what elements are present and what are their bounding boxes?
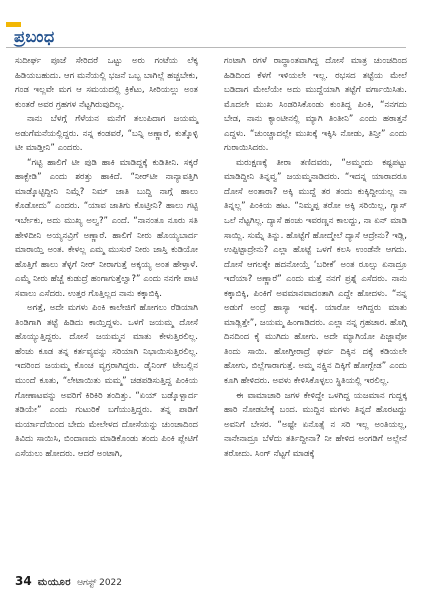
magazine-name: ಮಯೂರ xyxy=(37,577,72,588)
paragraph: ಈ ವಾಮಾಚಾರಿ ಜಗಳ ಕೇಳಿದ್ದೇ ಒಳಗಿದ್ದ ಯಜಮಾನ ಗುದ್ದಕ್ಕ ಹಾರಿ ನೋಡಬೇಕ್ಕೆ ಬಂದ. ಮುದ್ದಿನ ಮಗಳು ತಿನ್ನದೆ ಹೊರಟದ್ದು ಅವನಿಗೆ ಬೇಸರ. “ಅಷ್ಟೇ ಏನೊತ್ಸೆ ನ ಸರಿ ಇಲ್ಲ ಅಂತಿಯಲ್ಲ, ನಾನೇನಾದ್ರೂ ಬೆಳೆದು ತರ್ತಿದ್ದೀನಾ? ನೀ ಹೇಳಿದ ಅಂಗಡಿಗೆ ಅಲ್ಲೇನೆ ತರೋದು. ಸಿಂಗ್ ನೆಟ್ಟಗೆ ಮಾಡಕ್ಕೆ xyxy=(224,390,407,459)
paragraph: ನಾನು ಬೆಳಗ್ಗೆ ಗೆಳೆಯನ ಮನೆಗೆ ತಲುಪಿದಾಗ ಜಯಮ್ಮ ಅಡುಗೆಮನೆಯಲ್ಲಿದ್ದರು. ನನ್ನ ಕಂಡವರೆ, “ಬನ್ನಿ ಅಣ್ಣಾರೆ, ಕುತ್ಕೊಳ್ಳಿ ಟೀ ಮಾಡ್ತೀನಿ” ಎಂದರು. xyxy=(15,114,198,154)
page-footer xyxy=(15,574,122,590)
left-column xyxy=(15,54,198,461)
issue-date: ಆಗಸ್ಟ್ 2022 xyxy=(77,578,123,588)
header-divider xyxy=(6,47,406,48)
paragraph: ಸುದೀರ್ಘ ಪೂಜೆ ಸೇರಿದರೆ ಒಟ್ಟು ಅರು ಗಂಟೆಯ ಲೆಕ್ಕ ಹಿಡಿಯಬಹುದು. ಆಗ ಮನೆಯಲ್ಲಿ ಭಜನೆ ಒಬ್ಬ ಬಾಗಿಲ್ಲೆ ಹಚ್ಚಬೇಕು, ಗಂಡ ಇಲ್ಲವೇ ಮಗ ಆ ಸಮಯದಲ್ಲಿ ಕ್ರಿಕೆಟು, ಸೀರಿಯಲ್ಲು ಅಂತ ಕುಂತರೆ ಅವರ ಗ್ರಹಗಳ ನೆಟ್ಟಗಿರುವುದಿಲ್ಲ. xyxy=(15,56,198,110)
section-title: ಪ್ರಬಂಧ xyxy=(14,27,55,46)
paragraph: ಅಗತ್ತೆ, ಅದೇ ಮಗಳು ಪಿಂಕಿ ಕಾಲೇಜಿಗೆ ಹೋಗಲು ರೆಡಿಯಾಗಿ ತಿಂಡಿಗಾಗಿ ತಟ್ಟೆ ಹಿಡಿದು ಕಾಯ್ತಿದ್ದಳು. ಒಳಗೆ ಜಯಮ್ಮ ದೋಸೆ ಹೊಯ್ಯುತ್ತಿದ್ದರು. ದೋಸೆ ಜಯಮ್ಮನ ಮಾತು ಕೇಳುತ್ತಿರಲಿಲ್ಲ. ಹೆಂಚು ಕೂಡ ತನ್ನ ಕರ್ತವ್ಯವನ್ನು ಸರಿಯಾಗಿ ನಿಭಾಯಿಸುತ್ತಿರಲಿಲ್ಲ. ಇದರಿಂದ ಜಯಮ್ಮ ಕೊಂಚ ವ್ಯಗ್ರರಾಗಿದ್ದರು. ಡೈನಿಂಗ್ ಟೇಬಲ್ಲಿನ ಮುಂದೆ ಕೂತು, “ಲೇಟಾಯಿತು ಮಮ್ಮ” ಚಡಪಡಿಸುತ್ತಿದ್ದ ಪಿಂಕಿಯ ಗೋಣಾಟವನ್ನು ಅವರಿಗೆ ಕಿರಿಕಿರಿ ತಂದಿತ್ತು. “ಏಯ್ ಬಡ್ಕೊಳ್ಬಾರ್ದ ತಡಿಯೇ” ಎಂದು ಗುಟುರಿಕೆ ಬಗೆಯುತ್ತಿದ್ದರು. ತನ್ನ ಪಾಡಿಗೆ ಮರ್ಯಾದೆಯಿಂದ ಬೇದು ಮೇಲೇಳದ ದೋಸೆಯನ್ನು ಚುಂಚಾದಿಂದ ತಿವಿದು ಸಾಯಿಸಿ, ಬಿಂದಾಣದು ಮಾಡಿಕೊಂಡು ತಂದು ಪಿಂಕಿ ಪ್ಲೇಟಿಗೆ ಎಸೆಯಲು ಹೋದರು. ಆದರೆ ಅಂಟಾಗಿ, xyxy=(15,303,198,459)
paragraph: ಗಂಟಾಗಿ ರಗಳೆ ರಾದ್ಧಾಂತವಾಗಿದ್ದ ದೋಸೆ ಮಾತ್ರ ಚುಂಚದಿಂದ ಹಿಡಿದಿಂದ ಕೆಳಗೆ ಇಳಿಯಲೇ ಇಲ್ಲ. ರಭಸದ ತಟ್ಟೆಯ ಮೇಲೆ ಬಡಿದಾಗ ಮೇಲೆಯೇ ಅದು ಮುದ್ದೆಯಾಗಿ ತಟ್ಟೆಗೆ ವರ್ಗಾಯಿಸಿತು. ಮೊದಲೇ ಮುಖ ಸಿಂಡರಿಸಿಕೊಂಡು ಕುಂತಿದ್ದ ಪಿಂಕಿ, “ನನಗದು ಬೇಡ, ನಾನು ಕ್ಯಾಂಟೀನಲ್ಲಿ ಮ್ಯಾಗಿ ತಿಂತೀನಿ” ಎಂದು ಹಠಾತ್ತನೆ ಎದ್ದಳು. “ಚುಂಚ್ಚಾದಲ್ಲೇ ಮುಖಕ್ಕೆ ಇಕ್ಕಿಸಿ ನೋಡು, ತಿನ್ತೀ” ಎಂದು ಗುರಾಯಿಸಿದರು. xyxy=(224,56,407,154)
page-number: 34 xyxy=(15,574,32,588)
paragraph: “ಗಟ್ಟಿ ಹಾಲಿಗೆ ಟೀ ಪುಡಿ ಹಾಕಿ ಮಾಡಿದ್ದಕ್ಕೆ ಕುಡಿತೀನಿ. ಸಕ್ಕರೆ ಹಾಕ್ಬೇಡಿ” ಎಂದು ಶರತ್ತು ಹಾಕಿದೆ. “ನೀರ್‌ಟೀ ನಾನ್ಯಾವತ್ತಿಗಿ ಮಾಡ್ಕೊಟ್ಟಿದ್ದೀನಿ ನಿಮ್ಗೆ? ನಿಮ್ ಜಾತಿ ಬುದ್ದಿ ನಾಗ್ಗೆ ಹಾಲು ಕೊಡೋದು” ಎಂದರು. “ಯಾವ ಜಾತಿಗು ಕೊಟ್ತೀನಿ? ಹಾಲು ಗಟ್ಟಿ ಇರ್ಬೇಕು, ಅದು ಮುಖ್ಯ ಅಲ್ವ?” ಎಂದೆ. “ನಾನಂತೂ ನೂರು ಸತಿ ಹೇಳಿದೀನಿ ಅಯ್ಯನವ್ರಿಗೆ ಅಣ್ಣಾರೆ. ಹಾಲಿಗೆ ನೀರು ಹೊಯ್ಯಬಾರ್ದ ಮಾರಾಯ್ತಿ ಅಂತ. ಕೇಳಲ್ಲ ಎಮ್ಮ ಮುಸುರೆ ನೀರು ಜಾಸ್ತಿ ಕುಡಿಯೋ ಹೊತ್ತಿಗೆ ಹಾಲು ತೆಳ್ಳಗೆ ನೀರ್ ನೀರಾಗುತ್ತೆ ಅಕ್ಕಯ್ಯ ಅಂತ ಹೇಳ್ತಾಳೆ. ಎಮ್ಮೆ ನೀರು ಹೆಚ್ಚೆ ಕುಡುದ್ರೆ ಹಂಗಾಗುತ್ತೆಲ್ವಾ?” ಎಂದು ನನಗೇ ಪಾಟಿ ಸವಾಲು ಎಸೆದರು. ಉತ್ತರ ಗೊತ್ತಿಲ್ಲದ ನಾನು ಕಕ್ಕಾಬಿಕ್ಕಿ. xyxy=(15,157,198,299)
right-column xyxy=(224,54,407,461)
paragraph: ಮರುಕ್ಷಣಕ್ಕೆ ತೀರಾ ತಣಿದವರು, “ಅಮ್ಮಂದು ಕಷ್ಟಪಟ್ಟು ಮಾಡಿದ್ದೀನಿ ತಿನ್ನವ್ವ” ಜಯಮ್ಮನಾಡಿದರು. “ಇದನ್ನ ಯಾರಾದರೂ ದೋಸೆ ಅಂತಾರಾ? ಅಕ್ಕಿ ಮುದ್ದೆ ತರ ತಂದು ಕುಕ್ಕಿದ್ದೀಯಲ್ಲ ನಾ ತಿನ್ನಲ್ಲ” ಪಿಂಕಿಯ ಹಟ. “ನಿಮ್ಮಪ್ಪ ತರೋ ಅಕ್ಕಿ ಸರಿಯಿಲ್ಲ, ಗ್ಯಾಸ್ ಒಲೆ ನೆಟ್ಟಗಿಲ್ಲ. ದ್ಯಾಸೆ ಹಂಚು ಇವರಣ್ಣನ ಕಾಲದ್ದು, ನಾ ಏನ್ ಮಾಡಿ ಸಾಯ್ಲಿ. ಸುಮ್ನೆ ತಿನ್ನು. ಹೊಟ್ಟೆಗೆ ಹೋದ್ಮೇಲೆ ದ್ಯಾಸೆ ಆದ್ರೇನು? ಇಡ್ಲಿ, ಉಪ್ಪಿಟ್ಟಾದ್ರೇನು? ಎಲ್ಲಾ ಹೊಟ್ಟೆ ಒಳಗೆ ಕಲಸಿ ಉಂಡೆನೇ ಆಗದು. ದೋಸೆ ಆಗಲಕ್ಕೇ ಹದನೋಯ್ತೆ ‘ಬರೀಕೆ’ ಅಂತ ರೂಲ್ಸು ಏನಾದ್ರೂ ಇದೆಯಾ? ಅಣ್ಣಾರೆ” ಎಂದು ಮತ್ತೆ ನನಗೆ ಪ್ರಶ್ನೆ ಎಸೆದರು. ನಾನು ಕಕ್ಕಾಬಿಕ್ಕಿ, ಪಿಂಕಿಗೆ ಅವಮಾನವಾದಂತಾಗಿ ಎದ್ದೇ ಹೋದಳು. “ನನ್ನ ಅಡುಗೆ ಅಂದ್ರೆ ಹಾಸ್ಯಾ ಇವಕ್ಕೆ. ಯಾರೋ ಆಗಿದ್ದರು ಮಾತು ಮಾಡ್ಲಿತ್ತೇ”, ಜಯಮ್ಮ ಹಿಂಗಾಡಿದರು. ಎಲ್ಲಾ ನನ್ನ ಗ್ರಹಚಾರ. ಹೊಗ್ಗಿ ದಿನದಿಂದ ಕೈ ಮುಗಿದು ಹೋಗು. ಅದೇ ಮ್ಯಾಗಿಯೋ ಪಿಜ್ಜಾವೋ ತಿಂದು ಸಾಯಿ. ಹೋಗ್ತೀರಾದ್ರೆ ಘರ್ವ ದಿಕ್ಕಿನ ದಕ್ಕೆ ಕಡಿಯಲೇ ಹೋಗು, ಬಿಲ್ಲೆಗಾರಾಗುತ್ತೆ. ಅಮ್ಮ ನಕ್ಷ್ತಿನ ದಿಕ್ಕಿಗೆ ಹೋಗ್ಬೇಡ” ಎಂದು ಕೂಗಿ ಹೇಳಿದರು. ಅವಳು ಕೇಳಿಸಿಕೊಳ್ಳಲು ಸ್ಥಿತಿಯಲ್ಲಿ ಇರಲಿಲ್ಲ. xyxy=(224,157,407,387)
